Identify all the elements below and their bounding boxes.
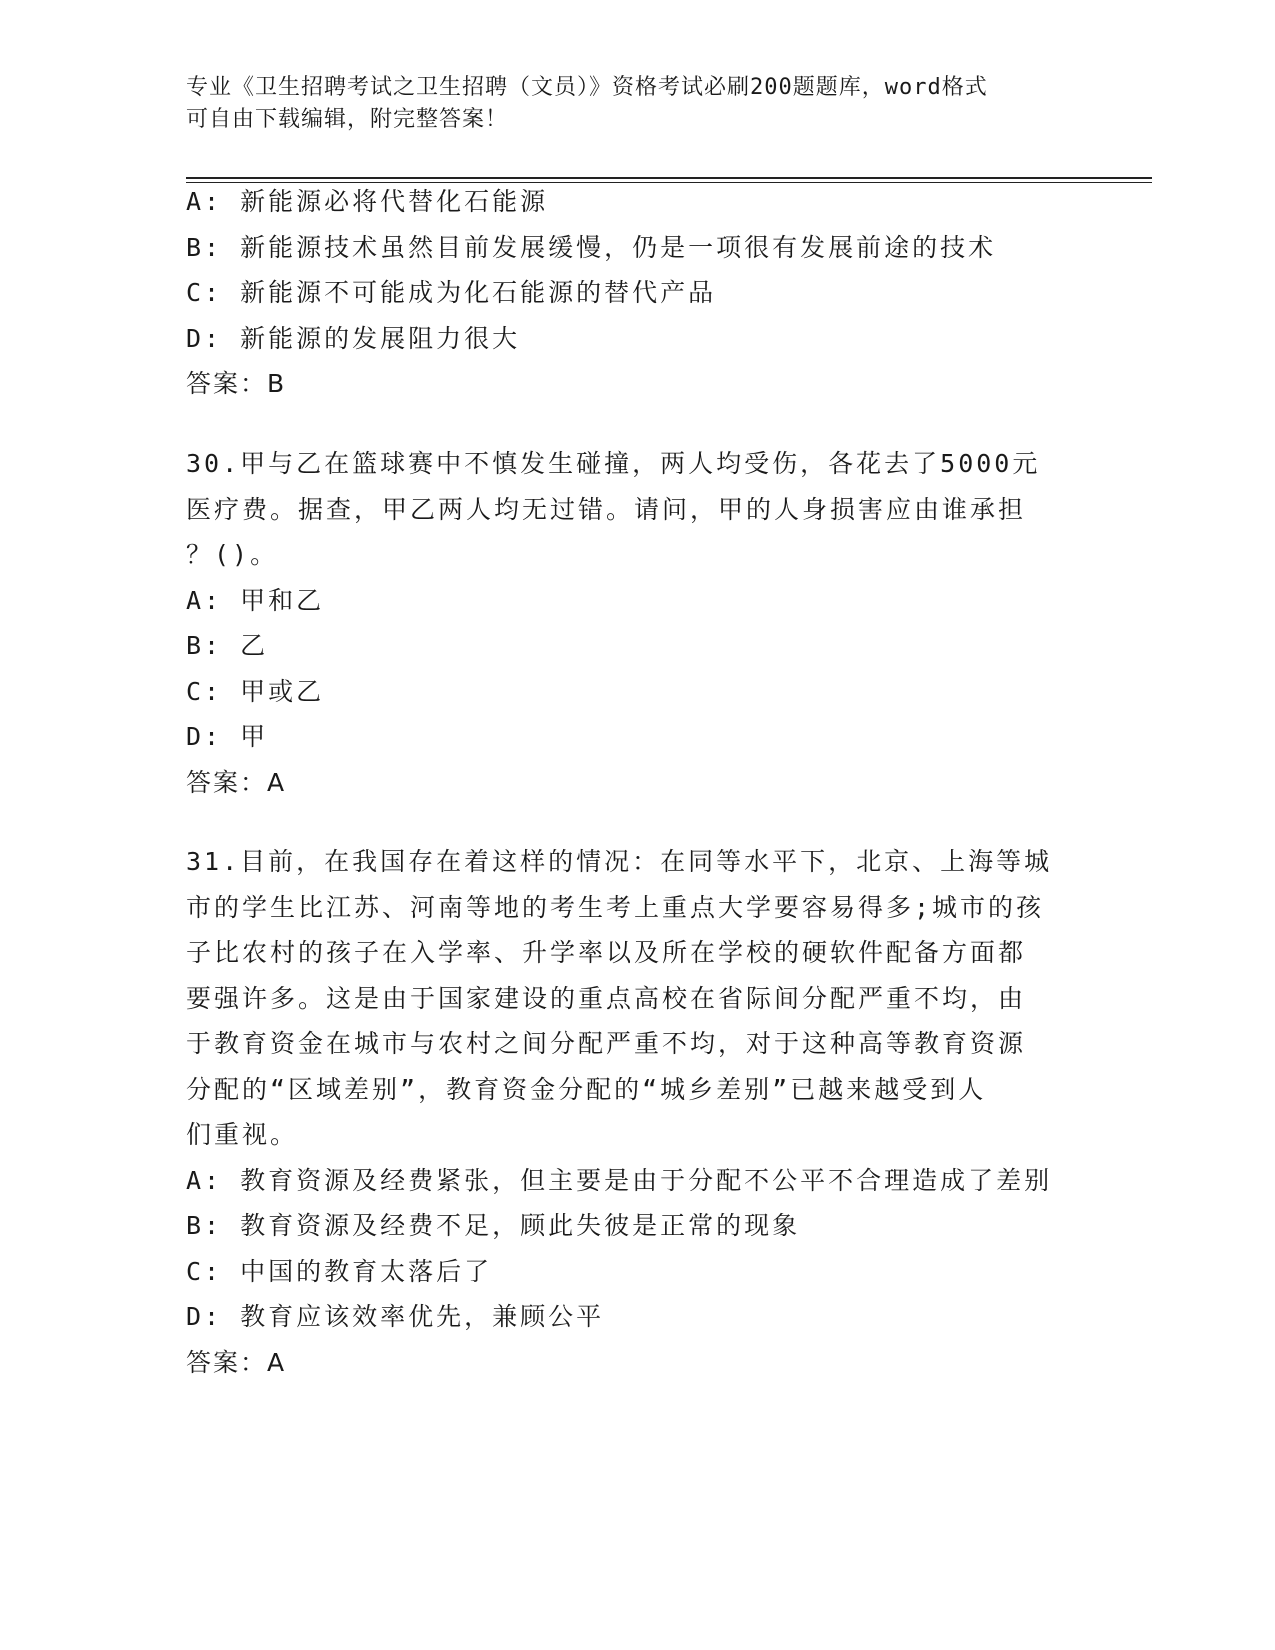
answer: 答案：A: [186, 767, 287, 797]
stem-line: 们重视。: [186, 1120, 299, 1149]
question-stem: [186, 839, 1066, 1158]
stem-line: 医疗费。据查，甲乙两人均无过错。请问，甲的人身损害应由谁承担: [186, 494, 1027, 524]
option-a: A: 新能源必将代替化石能源: [186, 187, 549, 216]
stem-line: 分配的“区域差别”，教育资金分配的“城乡差别”已越来越受到人: [186, 1074, 987, 1104]
option-a: A: 甲和乙: [186, 585, 325, 615]
option-b: B: 新能源技术虽然目前发展缓慢，仍是一项很有发展前途的技术: [186, 232, 997, 262]
option-c: C: 中国的教育太落后了: [186, 1256, 493, 1286]
question-29: [186, 179, 1086, 407]
stem-line: 30.甲与乙在篮球赛中不慎发生碰撞，两人均受伤，各花去了5000元: [186, 449, 1041, 478]
option-c: C: 新能源不可能成为化石能源的替代产品: [186, 278, 717, 307]
option-c: C: 甲或乙: [186, 676, 325, 706]
option-d: D: 甲: [186, 722, 269, 751]
option-b: B: 教育资源及经费不足，顾此失彼是正常的现象: [186, 1211, 801, 1240]
stem-line: 31.目前，在我国存在着这样的情况：在同等水平下，北京、上海等城: [186, 847, 1053, 876]
stem-line: 要强许多。这是由于国家建设的重点高校在省际间分配严重不均，由: [186, 983, 1027, 1013]
option-d: D: 教育应该效率优先，兼顾公平: [186, 1302, 605, 1331]
question-31: [186, 839, 1086, 1385]
page-header: [186, 72, 1086, 136]
stem-line: 于教育资金在城市与农村之间分配严重不均，对于这种高等教育资源: [186, 1029, 1027, 1058]
header-line-2: 可自由下载编辑，附完整答案！: [186, 107, 509, 132]
option-d: D: 新能源的发展阻力很大: [186, 323, 521, 353]
question-30: [186, 441, 1086, 805]
stem-line: 子比农村的孩子在入学率、升学率以及所在学校的硬软件配备方面都: [186, 938, 1027, 967]
option-b: B: 乙: [186, 631, 269, 660]
header-line-1: 专业《卫生招聘考试之卫生招聘（文员）》资格考试必刷200题题库，word格式: [186, 75, 988, 100]
stem-line: ？()。: [186, 540, 279, 569]
option-a: A: 教育资源及经费紧张，但主要是由于分配不公平不合理造成了差别: [186, 1165, 1053, 1195]
question-stem: [186, 441, 1066, 578]
answer: 答案：B: [186, 369, 287, 398]
answer: 答案：A: [186, 1347, 287, 1377]
stem-line: 市的学生比江苏、河南等地的考生考上重点大学要容易得多;城市的孩: [186, 892, 1045, 922]
